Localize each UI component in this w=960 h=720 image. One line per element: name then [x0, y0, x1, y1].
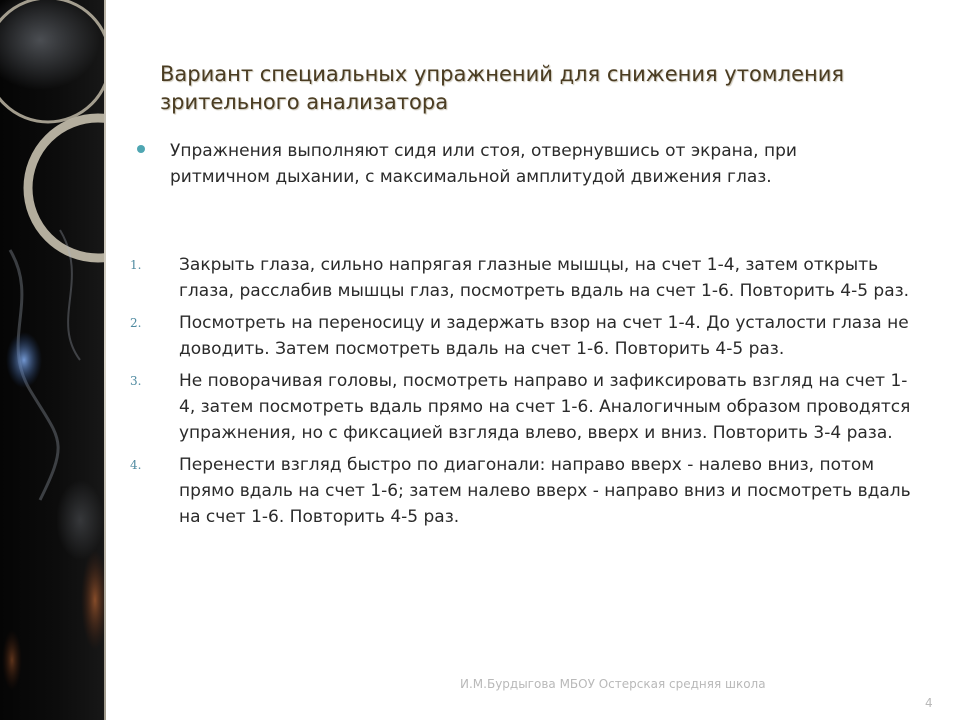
exercise-list: [130, 252, 920, 536]
list-item: [130, 310, 920, 362]
list-item-number: 2.: [130, 316, 142, 330]
list-item-text: Не поворачивая головы, посмотреть направо и зафиксировать взгляд на счет 1-4, затем посмотреть вдаль прямо на счет 1-6. Аналогичным образом проводятся упражнения, но с фиксацией взгляда влево, вверх и вниз. Повторить 3-4 раза.: [179, 371, 911, 443]
list-item: [130, 368, 920, 446]
page-number: 4: [925, 696, 933, 710]
list-item-text: Посмотреть на переносицу и задержать взор на счет 1-4. До усталости глаза не доводить. Затем посмотреть вдаль на счет 1-6. Повторить 4-5 раз.: [179, 313, 909, 359]
list-item: [130, 452, 920, 530]
footer-author: И.М.Бурдыгова МБОУ Остерская средняя школа: [460, 677, 766, 691]
bullet-dot-icon: [137, 145, 145, 153]
list-item: [130, 252, 920, 304]
list-item-text: Закрыть глаза, сильно напрягая глазные мышцы, на счет 1-4, затем открыть глаза, расслабив мышцы глаз, посмотреть вдаль на счет 1-6. Повторить 4-5 раз.: [179, 255, 910, 301]
list-item-number: 3.: [130, 374, 142, 388]
list-item-number: 1.: [130, 258, 142, 272]
decorative-smoke-panel: [0, 0, 104, 720]
intro-bullet: [137, 138, 897, 190]
slide-title: Вариант специальных упражнений для снижения утомления зрительного анализатора: [160, 62, 845, 114]
list-item-number: 4.: [130, 458, 142, 472]
smoke-ring-decoration: [0, 0, 104, 720]
list-item-text: Перенести взгляд быстро по диагонали: направо вверх - налево вниз, потом прямо вдаль на счет 1-6; затем налево вверх - направо вниз и посмотреть вдаль на счет 1-6. Повторить 4-5 раз.: [179, 455, 911, 527]
panel-divider: [104, 0, 106, 720]
intro-text: Упражнения выполняют сидя или стоя, отвернувшись от экрана, при ритмичном дыхании, с максимальной амплитудой движения глаз.: [170, 141, 797, 187]
